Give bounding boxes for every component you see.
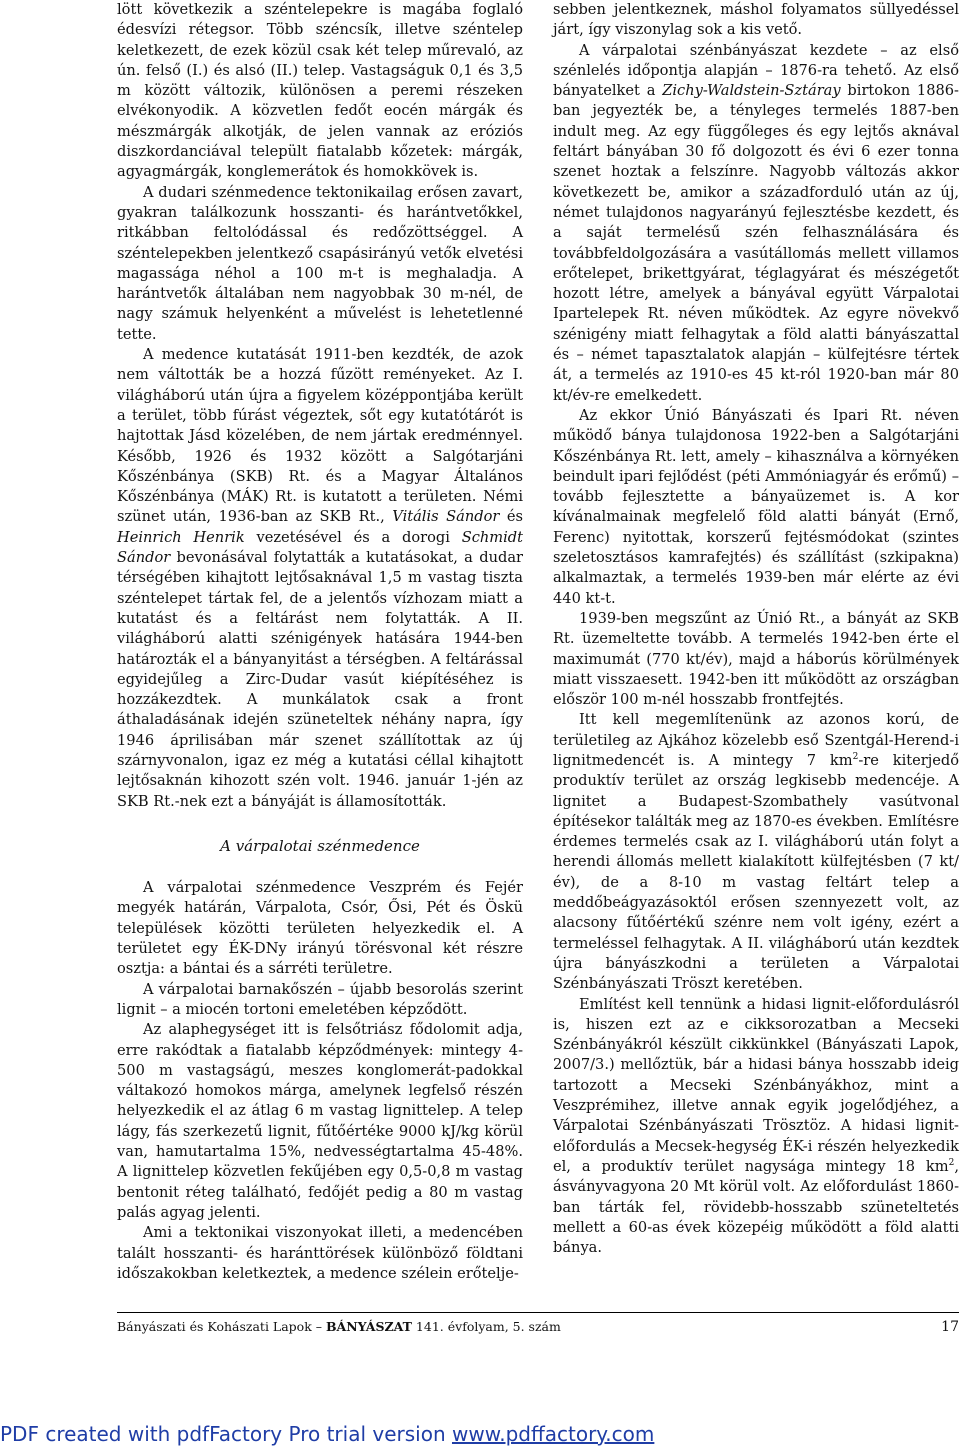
paragraph	[117, 345, 523, 812]
text-run: birtokon 1886-ban jegyezték be, a tényleges termelés 1887-ben indult meg. Az egy függőleges és egy lejtős aknával feltárt bányában 30 fő dolgozott és évi 6 ezer tonna szenet hoztak a felszínre. Nagyobb változás akkor következett be, amikor a századforduló után az új, német tulajdonos nagyarányú fejlesztésbe kezdett, és a saját termelésű szén felhasználására és továbbfeldolgozására a vasútállomás mellett villamos erőtelepet, brikettgyárat, téglagyárat és mészégetőt hozott létre, amelyek a bányával együtt Várpalotai Ipartelepek Rt. néven működtek. Az egyre növekvő szénigény miatt felhagytak a föld alatti bányászattal és – német tapasztalatok alapján – külfejtésre tértek át, a termelés az 1910-es 45 kt-ról 1920-ban már 80 kt/év-re emelkedett.	[553, 82, 959, 404]
paragraph	[553, 995, 959, 1259]
text-run: Itt kell megemlítenünk az azonos korú, de területileg az Ajkához közelebb eső Szentgál-Herend-i lignitmedencét is. A mintegy 7 km	[553, 711, 959, 769]
text-run: -re kiterjedő produktív terület az ország legkisebb medencéje. A lignitet a Budapest-Szombathely vasútvonal építésekor találták meg az 1870-es években. Említésre érdemes termelés csak az I. világháború után folyt a herendi állomás mellett kialakított külfejtésben (7 kt/év), de a 8-10 m vastag feltárt telep a meddőbeágyazásoktól erősen szennyezett volt, az alacsony fűtőértékű szénre nem volt igény, ezért a termeléssel felhagytak. A II. világháború után kezdtek újra bányászkodni a területen a Várpalotai Szénbányászati Tröszt keretében.	[553, 751, 959, 993]
superscript: 2	[948, 1158, 955, 1169]
paragraph	[553, 710, 959, 994]
text-run: Említést kell tennünk a hidasi lignit-előfordulásról is, hiszen ezt az e cikksorozatban a Mecseki Szénbányákról készült cikkünkkel (Bányászati Lapok, 2007/3.) mellőztük, bár a hidasi bánya hosszabb ideig tartozott a Mecseki Szénbányákhoz, mint a Veszprémihez, illetve annak egyik jogelődjéhez, a Várpalotai Szénbányászati Trösztöz. A hidasi lignit-előfordulás a Mecsek-hegység ÉK-i részén helyezkedik el, a produktív terület nagysága mintegy 18 km	[553, 995, 959, 1175]
person-name: Schmidt Sándor	[117, 528, 523, 567]
publication-info	[117, 1319, 561, 1335]
text-run: vezetésével és a dorogi	[244, 528, 462, 546]
paragraph: 1939-ben megszűnt az Únió Rt., a bányát az SKB Rt. üzemeltette tovább. A termelés 1942-ben érte el maximumát (770 kt/év), majd a háborús körülmények miatt visszaesett. 1942-ben itt működött az országban először 100 m-nél hosszabb frontfejtés.	[553, 609, 959, 709]
pdf-watermark-banner	[0, 1420, 654, 1448]
paragraph: Az alaphegységet itt is felsőtriász fődolomit adja, erre rakódtak a fiatalabb képződmények: mintegy 4-500 m vastagságú, meszes konglomerát-padokkal váltakozó homokos márga, amelynek legfelső részén helyezkedik el az átlag 6 m vastag lignittelep. A telep lágy, fás szerkezetű lignit, fűtőértéke 9000 kJ/kg körül van, hamutartalma 15%, nedvességtartalma 45-48%. A lignittelep közvetlen fekűjében egy 0,5-0,8 m vastag bentonit réteg található, fedőjét pedig a 80 m vastag palás agyag jelenti.	[117, 1021, 523, 1221]
paragraph	[553, 41, 959, 406]
text-run: A várpalotai szénbányászat kezdete – az első szénlelés időpontja alapján – 1876-ra tehető. Az első bányatelket a	[553, 41, 959, 100]
paragraph: A várpalotai szénmedence Veszprém és Fejér megyék határán, Várpalota, Csór, Ősi, Pét és Öskü települések közötti területen helyezkedik el. A területet egy ÉK-DNy irányú törésvonal két részre osztja: a bántai és a sárréti területre.	[117, 879, 523, 978]
paragraph: A várpalotai barnakőszén – újabb besorolás szerint lignit – a miocén tortoni emeletében képződött.	[117, 980, 523, 1018]
text-run: A medence kutatását 1911-ben kezdték, de azok nem váltották be a hozzá fűzött reményeket. Az I. világháború után újra a figyelem középpontjába került a terület, több fúrást végeztek, sőt egy kutatótárót is hajtottak Jásd közelében, de nem jártak eredménnyel. Később, 1926 és 1932 között a Salgótarjáni Kőszénbánya (SKB) Rt. és a Magyar Általános Kőszénbánya (MÁK) Rt. is kutatott a területen. Némi szünet után, 1936-ban az SKB Rt.,	[117, 346, 523, 526]
estate-name: Zichy-Waldstein-Sztáray	[662, 82, 841, 100]
person-name: Heinrich Henrik	[117, 528, 245, 546]
section-title: A várpalotai szénmedence	[220, 836, 420, 855]
paragraph: Ami a tektonikai viszonyokat illeti, a medencében talált hosszanti- és haránttörések különböző földtani időszakokban keletkeztek, a medence szélein erőtelje-	[117, 1224, 523, 1282]
text-run: bevonásával folytatták a kutatásokat, a dudar térségében kihajtott lejtősaknával 1,5 m vastag tiszta széntelepet tártak fel, de a jelentős vízhozam miatt a kutatást és a feltárást nem folytatták. A II. világháború alatti szénigények hatására 1944-ben határozták el a bányanyitást a térségben. A feltárással egyidejűleg a Zirc-Dudar vasút kiépítéséhez is hozzákezdtek. A munkálatok csak a front áthaladásának idején szüneteltek néhány napra, így 1946 áprilisában már szenet szállítottak az új szárnyvonalon, igaz ez még a kutatási céllal kihajtott lejtősaknán kihozott szén volt. 1946. január 1-jén az SKB Rt.-nek ezt a bányáját is államosították.	[117, 549, 523, 810]
superscript: 2	[852, 752, 859, 763]
paragraph: A dudari szénmedence tektonikailag erősen zavart, gyakran találkozunk hosszanti- és harántvetőkkel, ritkábban feltolódással és redőzöttséggel. A széntelepekben jelentkező csapásirányú vetők elvetési magassága néhol a 100 m-t is meghaladja. A harántvetők általában nem nagyobbak 30 m-nél, de nagy számuk helyenként a művelést is lehetetlenné tette.	[117, 183, 523, 343]
page-footer	[117, 1312, 959, 1335]
banner-text: PDF created with pdfFactory Pro trial version	[0, 1422, 452, 1446]
left-column	[117, 0, 523, 1284]
pdffactory-link[interactable]: www.pdffactory.com	[451, 1422, 655, 1446]
paragraph: lött következik a széntelepekre is magába foglaló édesvízi rétegsor. Több széncsík, illetve széntelep keletkezett, de ezek közül csak két telep műrevaló, az ún. felső (I.) és alsó (II.) telep. Vastagságuk 0,1 és 3,5 m között változik, különösen a peremi részeken elvékonyodik. A közvetlen fedőt eocén márgák és mészmárgák alkotják, de jelen vannak az eróziós diszkordanciával települt fiatalabb kőzetek: márgák, agyagmárgák, konglemerátok és homokkövek is.	[117, 1, 523, 181]
text-run: , ásványvagyona 20 Mt körül volt. Az előfordulást 1860-ban tárták fel, rövidebb-hosszabb szüneteltetés mellett a 60-as évek közepéig működött a föld alatti bánya.	[553, 1157, 959, 1257]
paragraph: Az ekkor Únió Bányászati és Ipari Rt. néven működő bánya tulajdonosa 1922-ben a Salgótarjáni Kőszénbánya Rt. lett, amely – kihasználva a környéken beindult ipari fejlődést (péti Ammóniagyár és erőmű) – tovább fejlesztette a bányaüzemet is. A kor kívánalmainak megfelelő föld alatti bányát (Ernő, Ferenc) nyitottak, korszerű fejtésmódokat (szintes szeletosztásos kamrafejtés) és szállítást (szkipakna) alkalmaztak, a termelés 1939-ben már elérte az évi 440 kt-t.	[553, 406, 959, 607]
journal-name: BÁNYÁSZAT	[325, 1319, 412, 1334]
text-run: 141. évfolyam, 5. szám	[411, 1319, 561, 1334]
paragraph: sebben jelentkeznek, máshol folyamatos süllyedéssel járt, így viszonylag sok a kis vető.	[553, 1, 959, 39]
page-number: 17	[941, 1319, 959, 1335]
text-run: Bányászati és Kohászati Lapok –	[117, 1319, 326, 1334]
person-name: Vitális Sándor	[392, 508, 500, 526]
text-run: és	[499, 508, 524, 526]
right-column	[553, 0, 959, 1258]
